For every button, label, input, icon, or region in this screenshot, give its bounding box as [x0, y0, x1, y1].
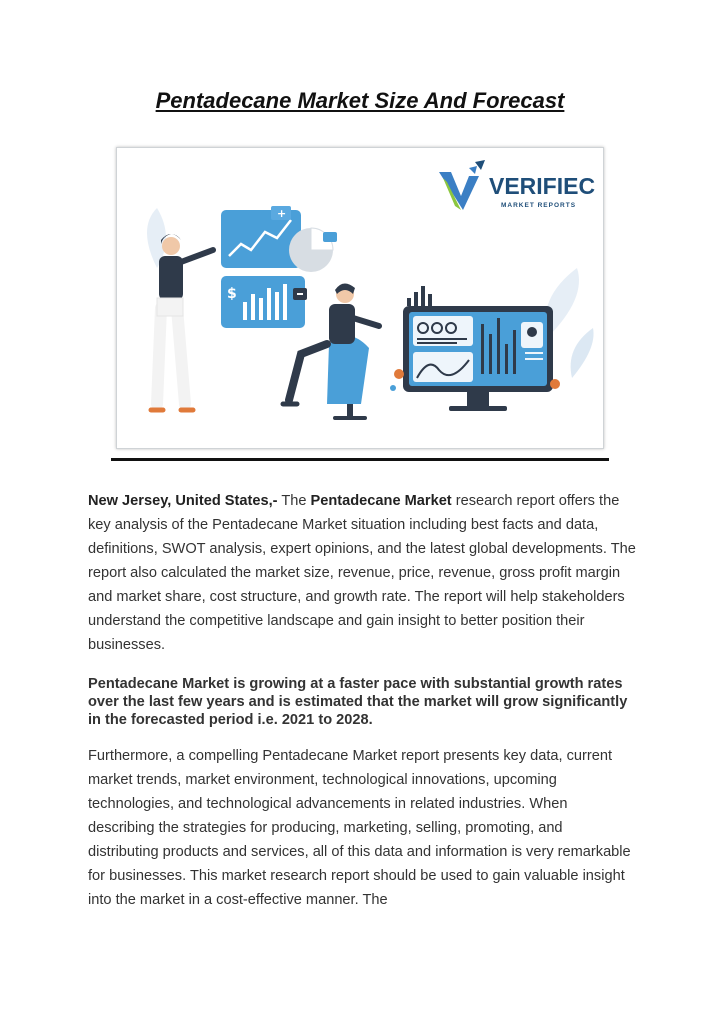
verified-logo — [439, 160, 485, 210]
mini-bar-chart — [407, 286, 432, 306]
logo-tagline: MARKET REPORTS — [501, 202, 577, 209]
section-divider — [111, 458, 609, 461]
svg-text:+: + — [277, 207, 287, 220]
intro-paragraph — [88, 489, 636, 657]
logo-wordmark: VERIFIEC — [489, 173, 596, 199]
svg-text:$: $ — [227, 286, 237, 302]
intro-body: research report offers the key analysis of the Pentadecane Market situation including best facts and data, definitions, SWOT analysis, expert opinions, and the latest global developments. The report also calculated the market size, revenue, price, revenue, gross profit margin and market share, cost structure, and growth rate. The report will help stakeholders understand the competitive landscape and gain insight to better position their businesses. — [88, 493, 636, 653]
presenter-figure — [151, 234, 213, 410]
hero-illustration — [116, 147, 604, 449]
pie-chart-icon — [289, 228, 337, 272]
page-title: Pentadecane Market Size And Forecast — [155, 88, 565, 113]
growth-statement: Pentadecane Market is growing at a faster pace with substantial growth rates over the last few years and is estimated that the market will grow significantly in the forecasted period i.e. 2021 to 2028. — [88, 676, 628, 728]
details-paragraph: Furthermore, a compelling Pentadecane Market report presents key data, current market trends, market environment, technological innovations, upcoming technologies, and technological advancements in related industries. When describing the strategies for producing, marketing, selling, promoting, and distributing products and services, all of this data and information is very remarkable for businesses. This market research report should be used to gain valuable insight into the market in a cost-effective manner. The — [88, 748, 631, 908]
market-name: Pentadecane Market — [310, 493, 452, 509]
analytics-illustration — [117, 148, 603, 448]
intro-the: The — [277, 493, 311, 509]
dateline: New Jersey, United States,- — [88, 493, 278, 509]
dashboard-monitor — [403, 306, 553, 411]
